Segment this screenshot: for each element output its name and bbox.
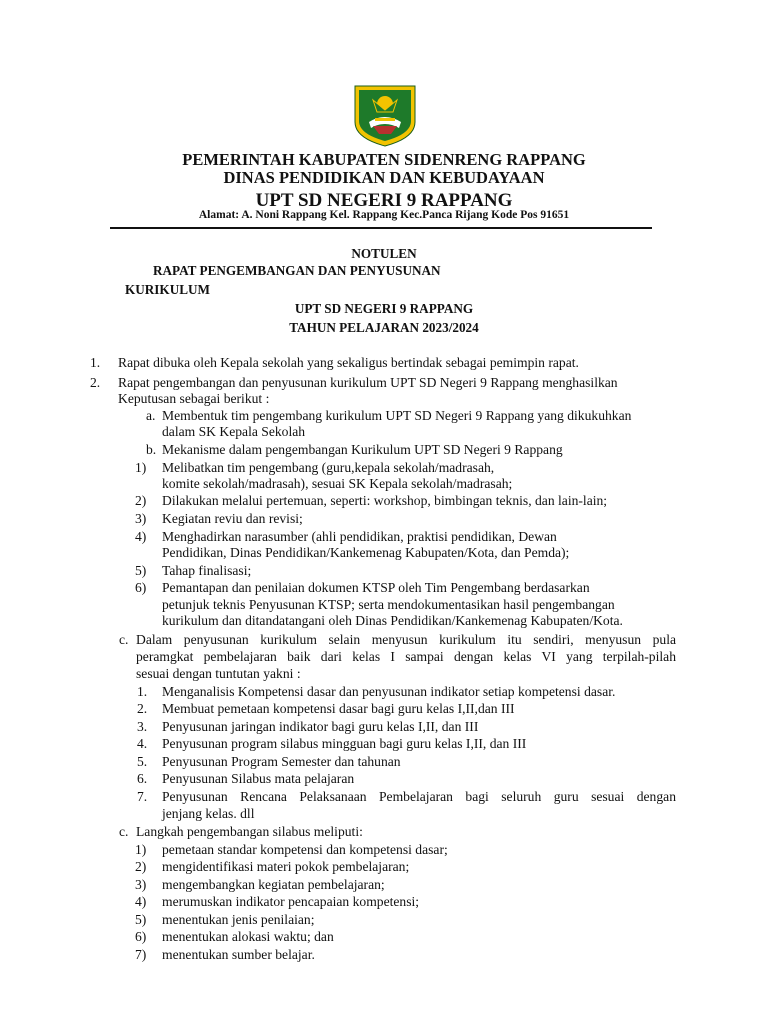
list-text: merumuskan indikator pencapaian kompetensi;: [162, 894, 420, 909]
list-text: pemetaan standar kompetensi dan kompetensi dasar;: [162, 842, 448, 857]
subitem-text: Langkah pengembangan silabus meliputi:: [136, 824, 363, 839]
list-number: 4): [135, 894, 147, 909]
subitem-text: peramgkat pembelajaran baik dari kelas I sampai dengan kelas VI yang terpilah-pilah: [136, 649, 676, 664]
list-text: Pemantapan dan penilaian dokumen KTSP oleh Tim Pengembang berdasarkan: [162, 580, 590, 595]
list-number: 6): [135, 929, 147, 944]
list-number: 1): [135, 460, 147, 475]
list-text: Penyusunan program silabus mingguan bagi guru kelas I,II, dan III: [162, 736, 527, 751]
header-department: DINAS PENDIDIKAN DAN KEBUDAYAAN: [223, 168, 545, 187]
subitem-letter: b.: [146, 442, 157, 457]
subitem-text: Mekanisme dalam pengembangan Kurikulum UPT SD Negeri 9 Rappang: [162, 442, 563, 457]
header-school: UPT SD NEGERI 9 RAPPANG: [255, 190, 513, 211]
list-number: 7.: [137, 789, 148, 804]
subitem-text: dalam SK Kepala Sekolah: [162, 424, 306, 439]
list-text: menentukan sumber belajar.: [162, 947, 315, 962]
list-text: kurikulum dan ditandatangani oleh Dinas Pendidikan/Kankemenag Kabupaten/Kota.: [162, 613, 623, 628]
doc-subtitle-line1: RAPAT PENGEMBANGAN DAN PENYUSUNAN: [153, 263, 441, 278]
list-number: 7): [135, 947, 147, 962]
list-text: Penyusunan Rencana Pelaksanaan Pembelajaran bagi seluruh guru sesuai dengan: [162, 789, 676, 804]
list-number: 2.: [137, 701, 148, 716]
subitem-letter: c.: [119, 824, 129, 839]
list-text: Dilakukan melalui pertemuan, seperti: workshop, bimbingan teknis, dan lain-lain;: [162, 493, 608, 508]
list-text: Tahap finalisasi;: [162, 563, 252, 578]
list-number: 2): [135, 493, 147, 508]
list-text: Pendidikan, Dinas Pendidikan/Kankemenag Kabupaten/Kota, dan Pemda);: [162, 545, 570, 560]
doc-year: TAHUN PELAJARAN 2023/2024: [289, 320, 479, 335]
list-text: Menghadirkan narasumber (ahli pendidikan, praktisi pendidikan, Dewan: [162, 529, 557, 544]
list-text: Penyusunan Silabus mata pelajaran: [162, 771, 355, 786]
doc-title: NOTULEN: [351, 246, 417, 261]
list-text: Melibatkan tim pengembang (guru,kepala sekolah/madrasah,: [162, 460, 495, 475]
list-text: menentukan jenis penilaian;: [162, 912, 315, 927]
list-text: Membuat pemetaan kompetensi dasar bagi guru kelas I,II,dan III: [162, 701, 515, 716]
list-number: 1): [135, 842, 147, 857]
subitem-text: Membentuk tim pengembang kurikulum UPT SD Negeri 9 Rappang yang dikukuhkan: [162, 408, 632, 423]
doc-school: UPT SD NEGERI 9 RAPPANG: [294, 301, 474, 316]
list-number: 3): [135, 877, 147, 892]
list-number: 4.: [137, 736, 148, 751]
list-text: Penyusunan jaringan indikator bagi guru kelas I,II, dan III: [162, 719, 479, 734]
list-number: 4): [135, 529, 147, 544]
list-text: Menganalisis Kompetensi dasar dan penyusunan indikator setiap kompetensi dasar.: [162, 684, 616, 699]
subitem-text: sesuai dengan tuntutan yakni :: [136, 666, 301, 681]
list-text: komite sekolah/madrasah), sesuai SK Kepala sekolah/madrasah;: [162, 476, 513, 491]
list-number: 1.: [137, 684, 148, 699]
subitem-letter: a.: [146, 408, 156, 423]
item-text: Rapat pengembangan dan penyusunan kurikulum UPT SD Negeri 9 Rappang menghasilkan: [118, 375, 618, 390]
item-text: Rapat dibuka oleh Kepala sekolah yang sekaligus bertindak sebagai pemimpin rapat.: [118, 355, 579, 370]
subitem-text: Dalam penyusunan kurikulum selain menyusun kurikulum itu sendiri, menyusun pula: [136, 632, 676, 647]
list-text: mengembangkan kegiatan pembelajaran;: [162, 877, 385, 892]
list-number: 5.: [137, 754, 148, 769]
list-text: jenjang kelas. dll: [162, 806, 255, 821]
list-number: 6.: [137, 771, 148, 786]
header-divider: [110, 227, 652, 229]
list-number: 3.: [137, 719, 148, 734]
header-address: Alamat: A. Noni Rappang Kel. Rappang Kec.Panca Rijang Kode Pos 91651: [198, 209, 570, 221]
subitem-letter: c.: [119, 632, 129, 647]
list-text: Penyusunan Program Semester dan tahunan: [162, 754, 401, 769]
list-number: 6): [135, 580, 147, 595]
list-text: petunjuk teknis Penyusunan KTSP; serta mendokumentasikan hasil pengembangan: [162, 597, 615, 612]
item-number: 1.: [90, 355, 101, 370]
item-number: 2.: [90, 375, 101, 390]
doc-subtitle-line2: KURIKULUM: [125, 282, 210, 297]
list-text: Kegiatan reviu dan revisi;: [162, 511, 303, 526]
regency-emblem-logo: [351, 82, 419, 148]
list-text: menentukan alokasi waktu; dan: [162, 929, 334, 944]
list-number: 5): [135, 563, 147, 578]
item-text: Keputusan sebagai berikut :: [118, 391, 270, 406]
list-text: mengidentifikasi materi pokok pembelajaran;: [162, 859, 410, 874]
list-number: 3): [135, 511, 147, 526]
header-government: PEMERINTAH KABUPATEN SIDENRENG RAPPANG: [182, 150, 586, 169]
list-number: 5): [135, 912, 147, 927]
list-number: 2): [135, 859, 147, 874]
